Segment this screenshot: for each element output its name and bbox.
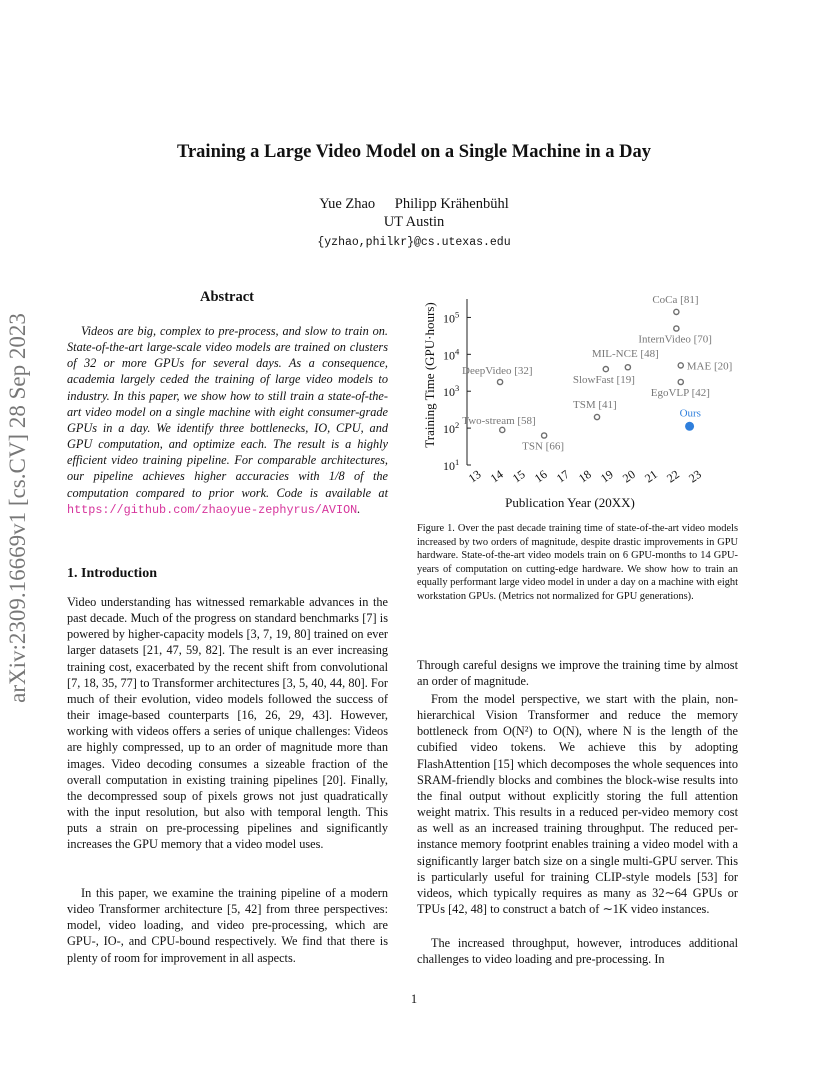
data-point-label: TSM [41]	[573, 399, 617, 412]
data-point	[625, 365, 630, 370]
data-point	[542, 433, 547, 438]
intro-paragraph-1: Video understanding has witnessed remarkable advances in the past decade. Much of the progress on standard benchmarks [7] is powered by higher-capacity models [3, 7, 19, 80] trained on ever larger datasets [21, 47, 59, 82]. The result is an ever increasing training cost, exacerbated by the recent shift from convolutional [7, 18, 35, 77] to Transformer architectures [3, 5, 40, 44, 80]. For much of their evolution, video models followed the success of their image-based counterparts [16, 26, 29, 43]. However, working with videos offers a series of unique challenges: Videos are highly compressed, up to an order of magnitude more than images. Video decoding consumes a sizeable fraction of the overall computation in existing training pipelines [20]. Finally, the decompressed soup of pixels grows not just quadratically with the input resolution, but also with temporal length. This puts a strain on pre-processing pipelines and significantly increases the GPU memory that a video model uses.	[67, 595, 388, 852]
figure-1-chart	[415, 285, 735, 517]
data-point	[674, 326, 679, 331]
x-tick-label: 22	[664, 467, 682, 486]
data-point-label: Two-stream [58]	[462, 414, 536, 427]
data-point	[678, 363, 683, 368]
data-point	[497, 379, 502, 384]
section-heading-introduction: 1. Introduction	[67, 566, 157, 581]
y-tick-label: $10^1$	[443, 457, 460, 473]
intro-paragraph-2: In this paper, we examine the training pipeline of a modern video Transformer architecture [5, 42] from three perspectives: model, video loading, and video pre-processing, which are GPU-, IO-, and CPU-bound respectively. We find that there is plenty of room for improvement in all aspects.	[67, 886, 388, 965]
y-tick-label: $10^4$	[443, 346, 460, 363]
x-tick-label: 19	[597, 467, 616, 486]
right-paragraph-3: The increased throughput, however, introduces additional challenges to video loading and pre-processing. In	[417, 936, 738, 967]
paper-title: Training a Large Video Model on a Single Machine in a Day	[177, 142, 651, 162]
data-point-label: InternVideo [70]	[638, 333, 712, 346]
data-point	[603, 366, 608, 371]
x-tick-label: 15	[509, 467, 528, 486]
data-point-label: MAE [20]	[686, 360, 733, 373]
data-point-label: TSN [66]	[522, 440, 564, 453]
chart-y-axis-label: Training Time (GPU·hours)	[422, 302, 437, 448]
data-point	[678, 379, 683, 384]
arxiv-stamp: arXiv:2309.16669v1 [cs.CV] 28 Sep 2023	[5, 313, 30, 703]
author-name: Yue Zhao	[319, 196, 376, 212]
y-tick-label: $10^2$	[443, 420, 460, 437]
author-list	[0, 196, 828, 213]
x-tick-label: 13	[465, 467, 484, 486]
data-point-label: EgoVLP [42]	[650, 387, 710, 399]
x-tick-label: 16	[531, 467, 550, 486]
x-tick-label: 17	[553, 467, 572, 486]
right-paragraph-2: From the model perspective, we start with the plain, non-hierarchical Vision Transformer and reduce the memory bottleneck from O(N²) to O(N), where N is the length of the cubified video tokens. We achieve this by adopting FlashAttention [15] which decomposes the whole sequences into SRAM-friendly blocks and combines the block-wise results into the final output without explicitly storing the full attention weight matrix. This results in a reduced per-video memory cost as well as an increased training throughput. The reduced per-instance memory footprint enables training a video model with a significantly larger batch size on a single multi-GPU server. This is particularly useful for training CLIP-style models [53] for videos, which typically requires as many as 32∼64 GPUs or TPUs [42, 48] to construct a batch of ∼1K video instances.	[417, 692, 738, 917]
data-point-ours	[685, 422, 694, 431]
x-tick-label: 21	[642, 467, 660, 486]
y-tick-label: $10^5$	[443, 309, 460, 326]
chart-marks	[462, 294, 732, 453]
x-tick-label: 18	[575, 467, 594, 486]
y-tick-label: $10^3$	[443, 383, 460, 400]
right-paragraph-1: Through careful designs we improve the training time by almost an order of magnitude.	[417, 658, 738, 689]
abstract-body: Videos are big, complex to pre-process, and slow to train on. State-of-the-art large-scale video models are trained on clusters of 32 or more GPUs for several days. As a consequence, academia largely ceded the training of large video models to industry. In this paper, we show how to still train a state-of-the-art video model on a single machine with eight consumer-grade GPUs in a day. We identify three bottlenecks, IO, CPU, and GPU computation, and optimize each. The result is a highly efficient video training pipeline. For comparable architectures, our pipeline achieves higher accuracies with 1/8 of the computation compared to prior work. Code is available at https://github.com/zhaoyue-zephyrus/AVION.	[67, 324, 388, 517]
data-point-label: Ours	[679, 407, 701, 420]
abstract-heading: Abstract	[200, 289, 254, 305]
data-point-label: DeepVideo [32]	[462, 365, 533, 377]
author-name: Philipp Krähenbühl	[394, 196, 509, 212]
x-tick-label: 14	[487, 467, 506, 486]
data-point-label: CoCa [81]	[652, 293, 699, 306]
author-email: {yzhao,philkr}@cs.utexas.edu	[317, 236, 511, 249]
x-tick-label: 20	[619, 467, 638, 486]
page-number: 1	[410, 992, 418, 1006]
data-point	[594, 414, 599, 419]
data-point	[674, 309, 679, 314]
figure-caption: Figure 1. Over the past decade training time of state-of-the-art video models increased by two orders of magnitude, despite drastic improvements in GPU hardware. State-of-the-art video models train on 6 GPU-months to 14 GPU-years of computation on cutting-edge hardware. We show how to train an equally performant large video model in under a day on a machine with eight workstation GPUs. (Metrics not normalized for GPU generations).	[417, 523, 738, 602]
data-point	[500, 427, 505, 432]
chart-x-axis-label: Publication Year (20XX)	[505, 495, 635, 510]
abstract-text: Videos are big, complex to pre-process, and slow to train on. State-of-the-art large-scale video models are trained on clusters of 32 or more GPUs for several days. As a consequence, academia largely ceded the training of large video models to industry. In this paper, we show how to still train a state-of-the-art video model on a single machine with eight consumer-grade GPUs in a day. We identify three bottlenecks, IO, CPU, and GPU computation, and optimize each. The result is a highly efficient video training pipeline. For comparable architectures, our pipeline achieves higher accuracies with 1/8 of the computation compared to prior work. Code is available at	[67, 324, 388, 500]
data-point-label: SlowFast [19]	[572, 374, 635, 387]
data-point-label: MIL-NCE [48]	[591, 348, 659, 361]
x-tick-label: 23	[686, 467, 704, 486]
affiliation: UT Austin	[383, 214, 445, 230]
code-link[interactable]: https://github.com/zhaoyue-zephyrus/AVION	[67, 502, 358, 517]
